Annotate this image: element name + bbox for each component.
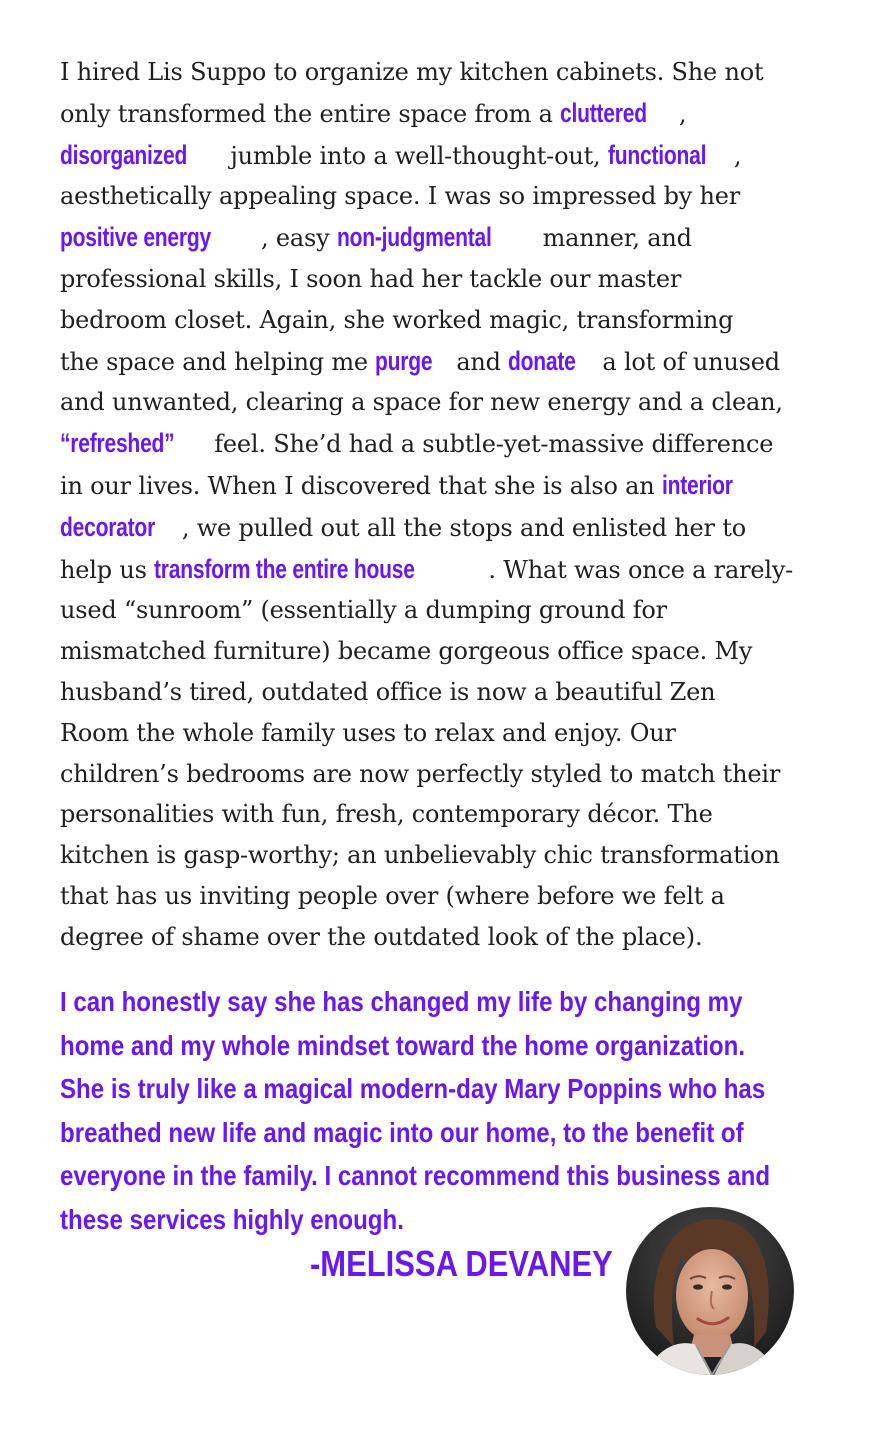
highlighted-keyword: donate — [508, 345, 576, 376]
testimonial-line — [60, 341, 860, 383]
testimonial-text: and — [448, 347, 509, 376]
highlighted-keyword: positive energy — [60, 222, 211, 253]
testimonial-line — [60, 465, 860, 507]
testimonial-line — [60, 52, 860, 93]
testimonial-text: Room the whole family uses to relax and enjoy. Our — [60, 718, 676, 747]
testimonial-text: , easy — [253, 224, 337, 253]
testimonial-line — [60, 590, 860, 631]
highlighted-keyword: cluttered — [560, 97, 647, 128]
testimonial-text: in our lives. When I discovered that she is also an — [60, 471, 662, 500]
testimonial-line — [60, 835, 860, 876]
testimonial-line — [60, 549, 860, 591]
testimonial-text: bedroom closet. Again, she worked magic, transforming — [60, 305, 734, 334]
closing-line: I can honestly say she has changed my life by changing my — [60, 986, 743, 1017]
testimonial-text: mismatched furniture) became gorgeous office space. My — [60, 637, 753, 666]
reviewer-signature: -MELISSA DEVANEY — [310, 1243, 613, 1284]
testimonial-text: personalities with fun, fresh, contemporary décor. The — [60, 800, 713, 829]
testimonial-line — [60, 507, 860, 549]
highlighted-keyword: “refreshed” — [60, 428, 175, 459]
testimonial-line — [60, 176, 860, 217]
testimonial-line — [60, 713, 860, 754]
testimonial-text: feel. She’d had a subtle-yet-massive difference — [206, 430, 774, 459]
testimonial-text: help us — [60, 555, 155, 584]
testimonial-line — [60, 876, 860, 917]
reviewer-avatar — [626, 1207, 794, 1375]
closing-line: these services highly enough. — [60, 1203, 404, 1235]
testimonial-text: , — [733, 141, 742, 170]
testimonial-line — [60, 382, 860, 423]
testimonial-text: and unwanted, clearing a space for new energy and a clean, — [60, 388, 783, 417]
testimonial-text: , — [671, 99, 687, 128]
highlighted-keyword: transform the entire house — [154, 553, 415, 584]
testimonial-text: kitchen is gasp-worthy; an unbelievably chic transformation — [60, 841, 780, 870]
testimonial-text: degree of shame over the outdated look of the place). — [60, 922, 703, 951]
testimonial-text: only transformed the entire space from a — [60, 99, 561, 128]
testimonial-line — [60, 93, 860, 135]
closing-line: breathed new life and magic into our home, to the benefit of — [60, 1116, 744, 1148]
reviewer-portrait-icon — [626, 1207, 794, 1375]
testimonial-text: used “sunroom” (essentially a dumping ground for — [60, 596, 667, 625]
testimonial-line — [60, 631, 860, 672]
testimonial-text: the space and helping me — [60, 347, 376, 376]
testimonial-text: a lot of unused — [594, 347, 780, 376]
closing-statement — [60, 980, 850, 1241]
testimonial-text: I hired Lis Suppo to organize my kitchen cabinets. She not — [60, 58, 764, 86]
testimonial-text: professional skills, I soon had her tackle our master — [60, 264, 682, 293]
testimonial-text: manner, and — [535, 224, 692, 253]
highlighted-keyword: functional — [607, 139, 707, 170]
testimonial-line — [60, 672, 860, 713]
testimonial-text: , we pulled out all the stops and enlisted her to — [181, 513, 746, 542]
testimonial-body — [60, 52, 860, 958]
testimonial-text: aesthetically appealing space. I was so impressed by her — [60, 182, 741, 211]
closing-line: home and my whole mindset toward the home organization. — [60, 1029, 746, 1061]
testimonial-text: husband’s tired, outdated office is now a beautiful Zen — [60, 677, 716, 706]
closing-line: She is truly like a magical modern-day Mary Poppins who has — [60, 1073, 766, 1104]
testimonial-line — [60, 794, 860, 835]
closing-line: everyone in the family. I cannot recommend this business and — [60, 1160, 771, 1191]
testimonial-text: children’s bedrooms are now perfectly styled to match their — [60, 759, 781, 788]
testimonial-line — [60, 300, 860, 341]
testimonial-text: jumble into a well-thought-out, — [222, 141, 608, 170]
testimonial-text: . What was once a rarely- — [488, 555, 794, 584]
highlighted-keyword: interior — [661, 469, 733, 500]
testimonial-line — [60, 423, 860, 465]
testimonial-text: that has us inviting people over (where before we felt a — [60, 881, 725, 910]
testimonial-line — [60, 259, 860, 300]
testimonial-line — [60, 917, 860, 958]
highlighted-keyword: disorganized — [60, 139, 188, 170]
highlighted-keyword: decorator — [60, 511, 156, 542]
highlighted-keyword: purge — [375, 345, 433, 376]
testimonial-line — [60, 217, 860, 259]
highlighted-keyword: non-judgmental — [336, 222, 492, 253]
testimonial-line — [60, 135, 860, 177]
testimonial-line — [60, 754, 860, 795]
